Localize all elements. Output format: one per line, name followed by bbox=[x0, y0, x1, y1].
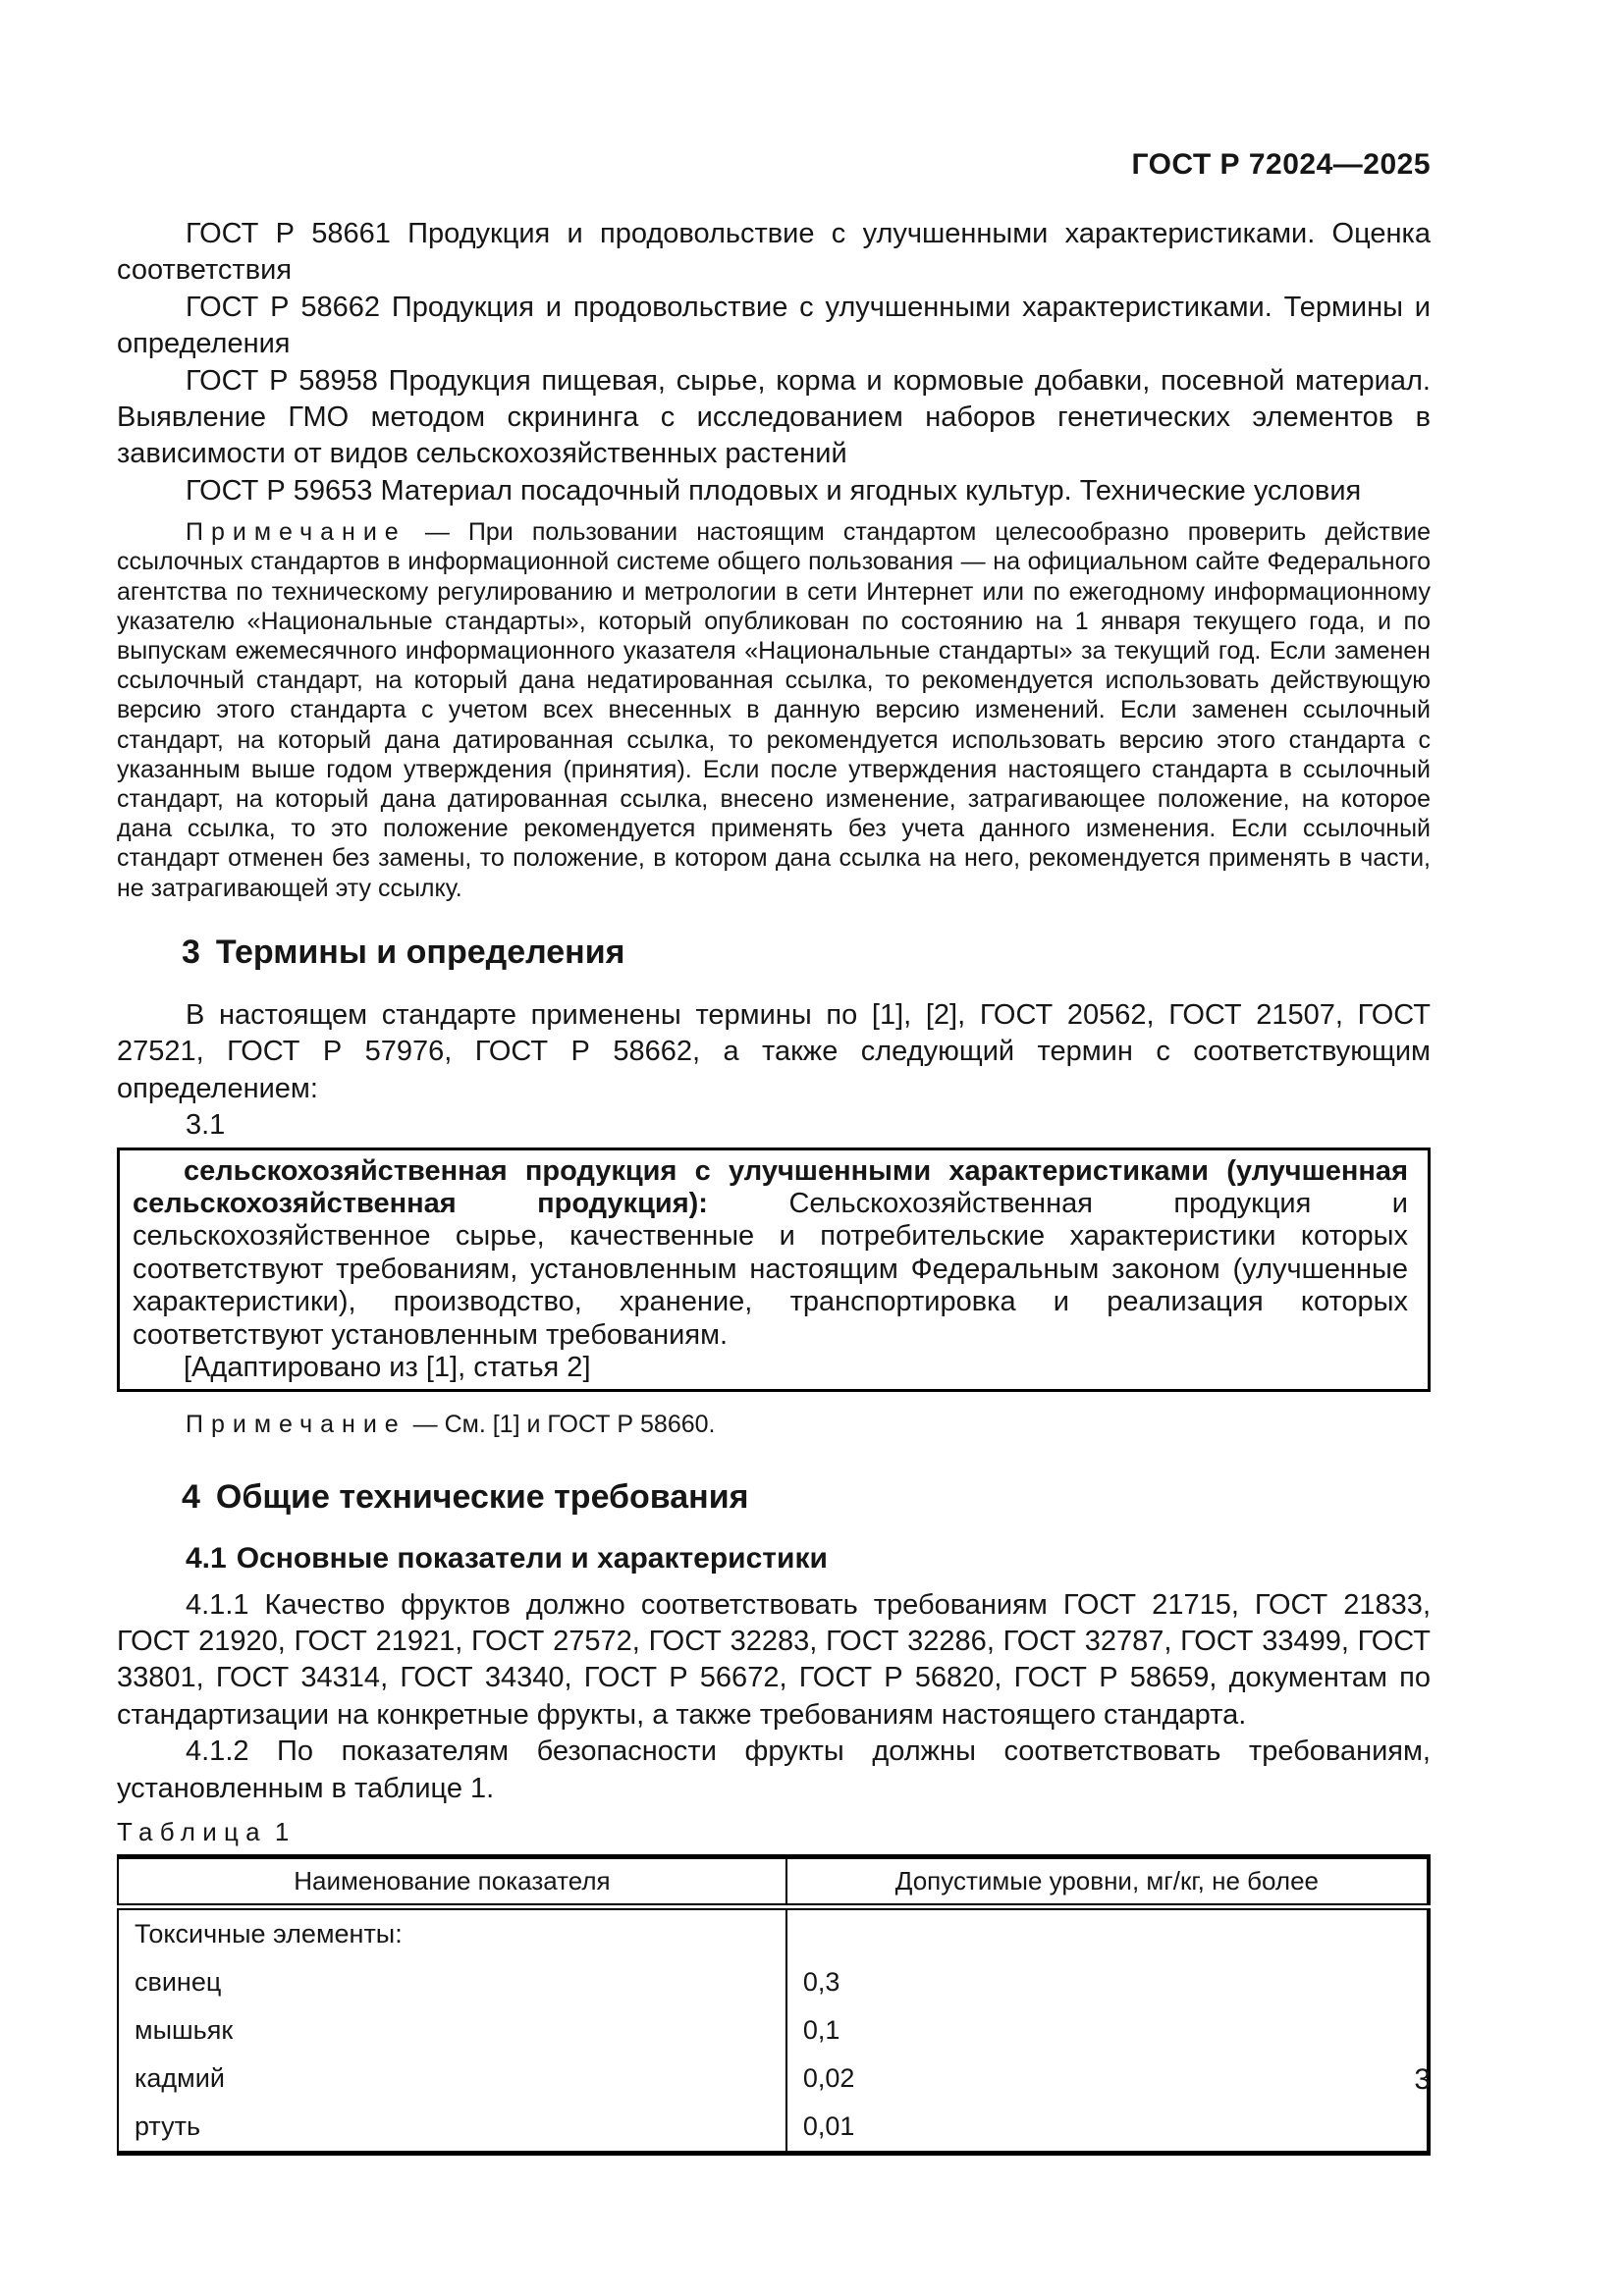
section-4-1-subheading bbox=[117, 1542, 1431, 1575]
definition-source: [Адаптировано из [1], статья 2] bbox=[184, 1351, 591, 1383]
subsection-number: 4.1 bbox=[186, 1541, 227, 1575]
note-label: Примечание bbox=[186, 518, 406, 547]
row-name: Токсичные элементы: bbox=[135, 1919, 403, 1949]
table-row bbox=[118, 1907, 1429, 1959]
row-name: кадмий bbox=[135, 2063, 225, 2093]
section-4-heading bbox=[117, 1477, 1431, 1517]
section-title: Общие технические требования bbox=[215, 1477, 749, 1516]
references-block bbox=[117, 216, 1431, 509]
reference-paragraph: ГОСТ Р 58661 Продукция и продовольствие с улучшенными характеристиками. Оценка соответствия bbox=[117, 218, 1431, 287]
term-number: 3.1 bbox=[186, 1109, 226, 1142]
row-value bbox=[786, 1907, 1429, 1959]
section-title: Термины и определения bbox=[215, 933, 625, 971]
table-row bbox=[118, 2006, 1429, 2055]
section-number: 3 bbox=[182, 933, 200, 971]
safety-limits-table bbox=[117, 1854, 1431, 2156]
table-1-label bbox=[117, 1817, 1431, 1846]
term-note bbox=[117, 1410, 1431, 1439]
note-text: — При пользовании настоящим стандартом целесообразно проверить действие ссылочных стандартов в информационной системе общего пользования — на официальном сайте Федерального агентства по техническому регулированию и метрологии в сети Интернет или по ежегодному информационному указателю «Национальные стандарты», который опубликован по состоянию на 1 января текущего года, и по выпускам ежемесячного информационного указателя «Национальные стандарты» за текущий год. Если заменен ссылочный стандарт, на который дана недатированная ссылка, то рекомендуется использовать действующую версию этого стандарта с учетом всех внесенных в данную версию изменений. Если заменен ссылочный стандарт, на который дана датированная ссылка, то рекомендуется использовать версию этого стандарта с указанным выше годом утверждения (принятия). Если после утверждения настоящего стандарта в ссылочный стандарт, на который дана датированная ссылка, внесено изменение, затрагивающее положение, на которое дана ссылка, то это положение рекомендуется применять без учета данного изменения. Если ссылочный стандарт отменен без замены, то положение, в котором дана ссылка на него, рекомендуется применять в части, не затрагивающей эту ссылку. bbox=[117, 518, 1431, 902]
table-header-row bbox=[118, 1857, 1429, 1907]
section-3-heading bbox=[117, 933, 1431, 972]
row-name: ртуть bbox=[135, 2111, 201, 2141]
reference-paragraph: ГОСТ Р 58662 Продукция и продовольствие с улучшенными характеристиками. Термины и определения bbox=[117, 291, 1431, 360]
definition-term: сельскохозяйственная продукция с улучшенными характеристиками (улучшенная сельскохозяйственная продукция): bbox=[133, 1154, 1408, 1219]
section-number: 4 bbox=[182, 1477, 200, 1516]
row-value: 0,1 bbox=[786, 2006, 1429, 2055]
terms-intro: В настоящем стандарте применены термины по [1], [2], ГОСТ 20562, ГОСТ 21507, ГОСТ 27521, ГОСТ Р 57976, ГОСТ Р 58662, а также следующий термин с соответствующим определением: bbox=[117, 998, 1431, 1104]
reference-paragraph: ГОСТ Р 58958 Продукция пищевая, сырье, корма и кормовые добавки, посевной материал. Выявление ГМО методом скрининга с исследованием наборов генетических элементов в зависимости от видов сельскохозяйственных растений bbox=[117, 364, 1431, 470]
reference-paragraph: ГОСТ Р 59653 Материал посадочный плодовых и ягодных культур. Технические условия bbox=[186, 474, 1362, 507]
page-number: 3 bbox=[1414, 2063, 1431, 2096]
references-note bbox=[117, 517, 1431, 903]
table-row bbox=[118, 2055, 1429, 2103]
table-header-levels: Допустимые уровни, мг/кг, не более bbox=[786, 1857, 1429, 1907]
row-value: 0,01 bbox=[786, 2103, 1429, 2154]
definition-box bbox=[117, 1148, 1431, 1393]
clause-4-1-1: 4.1.1 Качество фруктов должно соответствовать требованиям ГОСТ 21715, ГОСТ 21833, ГОСТ 21920, ГОСТ 21921, ГОСТ 27572, ГОСТ 32283, ГОСТ 32286, ГОСТ 32787, ГОСТ 33499, ГОСТ 33801, ГОСТ 34314, ГОСТ 34340, ГОСТ Р 56672, ГОСТ Р 56820, ГОСТ Р 58659, документам по стандартизации на конкретные фрукты, а также требованиям настоящего стандарта. bbox=[117, 1588, 1431, 1731]
note-text: — См. [1] и ГОСТ Р 58660. bbox=[412, 1411, 716, 1439]
subsection-title: Основные показатели и характеристики bbox=[236, 1541, 828, 1575]
row-value: 0,02 bbox=[786, 2055, 1429, 2103]
definition-text: Сельскохозяйственная продукция и сельскохозяйственное сырье, качественные и потребительские характеристики которых соответствуют требованиям, установленным настоящим Федеральным законом (улучшенные характеристики), производство, хранение, транспортировка и реализация которых соответствуют установленным требованиям. bbox=[133, 1187, 1408, 1351]
note-label: Примечание bbox=[186, 1411, 406, 1439]
clause-4-1-2: 4.1.2 По показателям безопасности фрукты должны соответствовать требованиям, установленным в таблице 1. bbox=[117, 1735, 1431, 1804]
table-row bbox=[118, 2103, 1429, 2154]
row-name: мышьяк bbox=[135, 2015, 234, 2045]
row-name: свинец bbox=[135, 1967, 222, 1997]
table-row bbox=[118, 1958, 1429, 2006]
table-label-word: Таблица bbox=[117, 1817, 267, 1846]
definition-paragraph bbox=[133, 1155, 1408, 1352]
table-header-indicator: Наименование показателя bbox=[118, 1857, 786, 1907]
row-value: 0,3 bbox=[786, 1958, 1429, 2006]
table-label-number: 1 bbox=[274, 1817, 290, 1846]
document-code: ГОСТ Р 72024—2025 bbox=[1131, 148, 1431, 181]
